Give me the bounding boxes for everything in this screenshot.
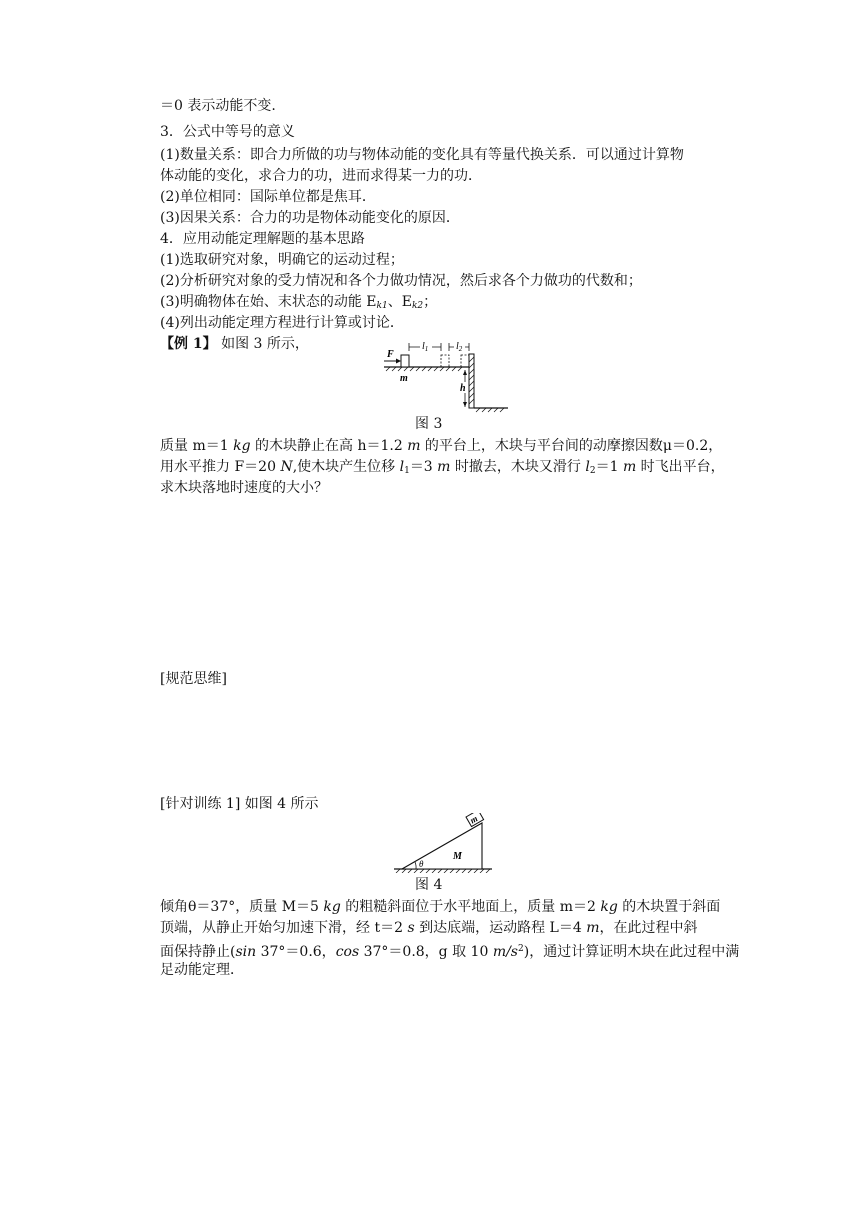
label-h: h bbox=[460, 383, 466, 394]
problem-2-line-1: 倾角θ＝37°，质量 M＝5 kg 的粗糙斜面位于水平地面上，质量 m＝2 kg 的木块置于斜面 bbox=[160, 899, 721, 915]
text-line-10 bbox=[160, 293, 437, 315]
training-heading bbox=[160, 795, 319, 813]
text-line-9: (2)分析研究对象的受力情况和各个力做功情况，然后求各个力做功的代数和； bbox=[160, 273, 642, 289]
norm-thinking-heading: [规范思维] bbox=[160, 671, 227, 687]
label-m: m bbox=[468, 813, 480, 826]
section-heading-3: 3．公式中等号的意义 bbox=[160, 124, 295, 140]
example-label: 【例 1】 bbox=[160, 336, 217, 352]
text-segment: 、E bbox=[387, 294, 412, 310]
subscript: k1 bbox=[376, 301, 388, 311]
label-l2: $l_2$ bbox=[456, 341, 463, 353]
text-line-6: (3)因果关系：合力的功是物体动能变化的原因． bbox=[160, 210, 460, 226]
figure-4-caption: 图 4 bbox=[415, 877, 443, 893]
text-line-5: (2)单位相同：国际单位都是焦耳． bbox=[160, 189, 376, 205]
block-position-dashed-1 bbox=[441, 355, 449, 367]
problem-1-line-1: 质量 m＝1 kg 的木块静止在高 h＝1.2 m 的平台上，木块与平台间的动摩擦因数μ＝0.2， bbox=[160, 438, 723, 454]
label-l1: $l_1$ bbox=[422, 341, 429, 353]
figure-3-platform-diagram bbox=[378, 338, 513, 414]
text-segment: ； bbox=[423, 294, 438, 310]
text-line-3: (1)数量关系：即合力所做的功与物体动能的变化具有等量代换关系．可以通过计算物 bbox=[160, 147, 684, 163]
block bbox=[401, 355, 409, 367]
section-heading-4: 4．应用动能定理解题的基本思路 bbox=[160, 231, 365, 247]
text-line-11: (4)列出动能定理方程进行计算或讨论． bbox=[160, 315, 404, 331]
text-line-1: ＝0 表示动能不变. bbox=[160, 98, 276, 114]
label-F: F bbox=[387, 349, 394, 360]
problem-2-line-4: 足动能定理． bbox=[160, 962, 244, 978]
text-segment: (3)明确物体在始、末状态的动能 E bbox=[160, 294, 377, 310]
label-M: M bbox=[453, 851, 462, 862]
label-m: m bbox=[400, 373, 408, 384]
label-theta: θ bbox=[419, 859, 424, 869]
example-intro: 如图 3 所示， bbox=[216, 336, 309, 352]
force-arrowhead bbox=[396, 359, 401, 364]
subscript: k2 bbox=[411, 301, 424, 311]
ground-hatching bbox=[476, 408, 504, 412]
platform-hatching bbox=[386, 367, 462, 371]
training-intro: 如图 4 所示 bbox=[240, 796, 319, 812]
problem-2-line-2: 顶端，从静止开始匀加速下滑，经 t＝2 s 到达底端，运动路程 L＝4 m，在此过程中斜 bbox=[160, 920, 698, 936]
problem-1-line-3: 求木块落地时速度的大小？ bbox=[160, 480, 328, 496]
figure-4-incline-diagram bbox=[390, 813, 495, 873]
text-line-8: (1)选取研究对象，明确它的运动过程； bbox=[160, 252, 404, 268]
training-label: [针对训练 1] bbox=[160, 796, 241, 812]
incline bbox=[402, 823, 482, 869]
example-heading bbox=[160, 335, 309, 353]
figure-3-caption: 图 3 bbox=[415, 416, 443, 432]
problem-1-line-2: 用水平推力 F＝20 N,使木块产生位移 $l_1=3$ m 时撤去，木块又滑行 $l_2=1$ m 时飞出平台， bbox=[160, 459, 725, 476]
problem-2-line-3: 面保持静止(sin 37°＝0.6，cos 37°＝0.8，g 取 10 $m/s^2$)，通过计算证明木块在此过程中满 bbox=[160, 944, 740, 960]
text-line-4: 体动能的变化，求合力的功，进而求得某一力的功． bbox=[160, 168, 482, 184]
wall-hatching bbox=[469, 357, 474, 404]
block-position-dashed-2 bbox=[461, 355, 469, 367]
